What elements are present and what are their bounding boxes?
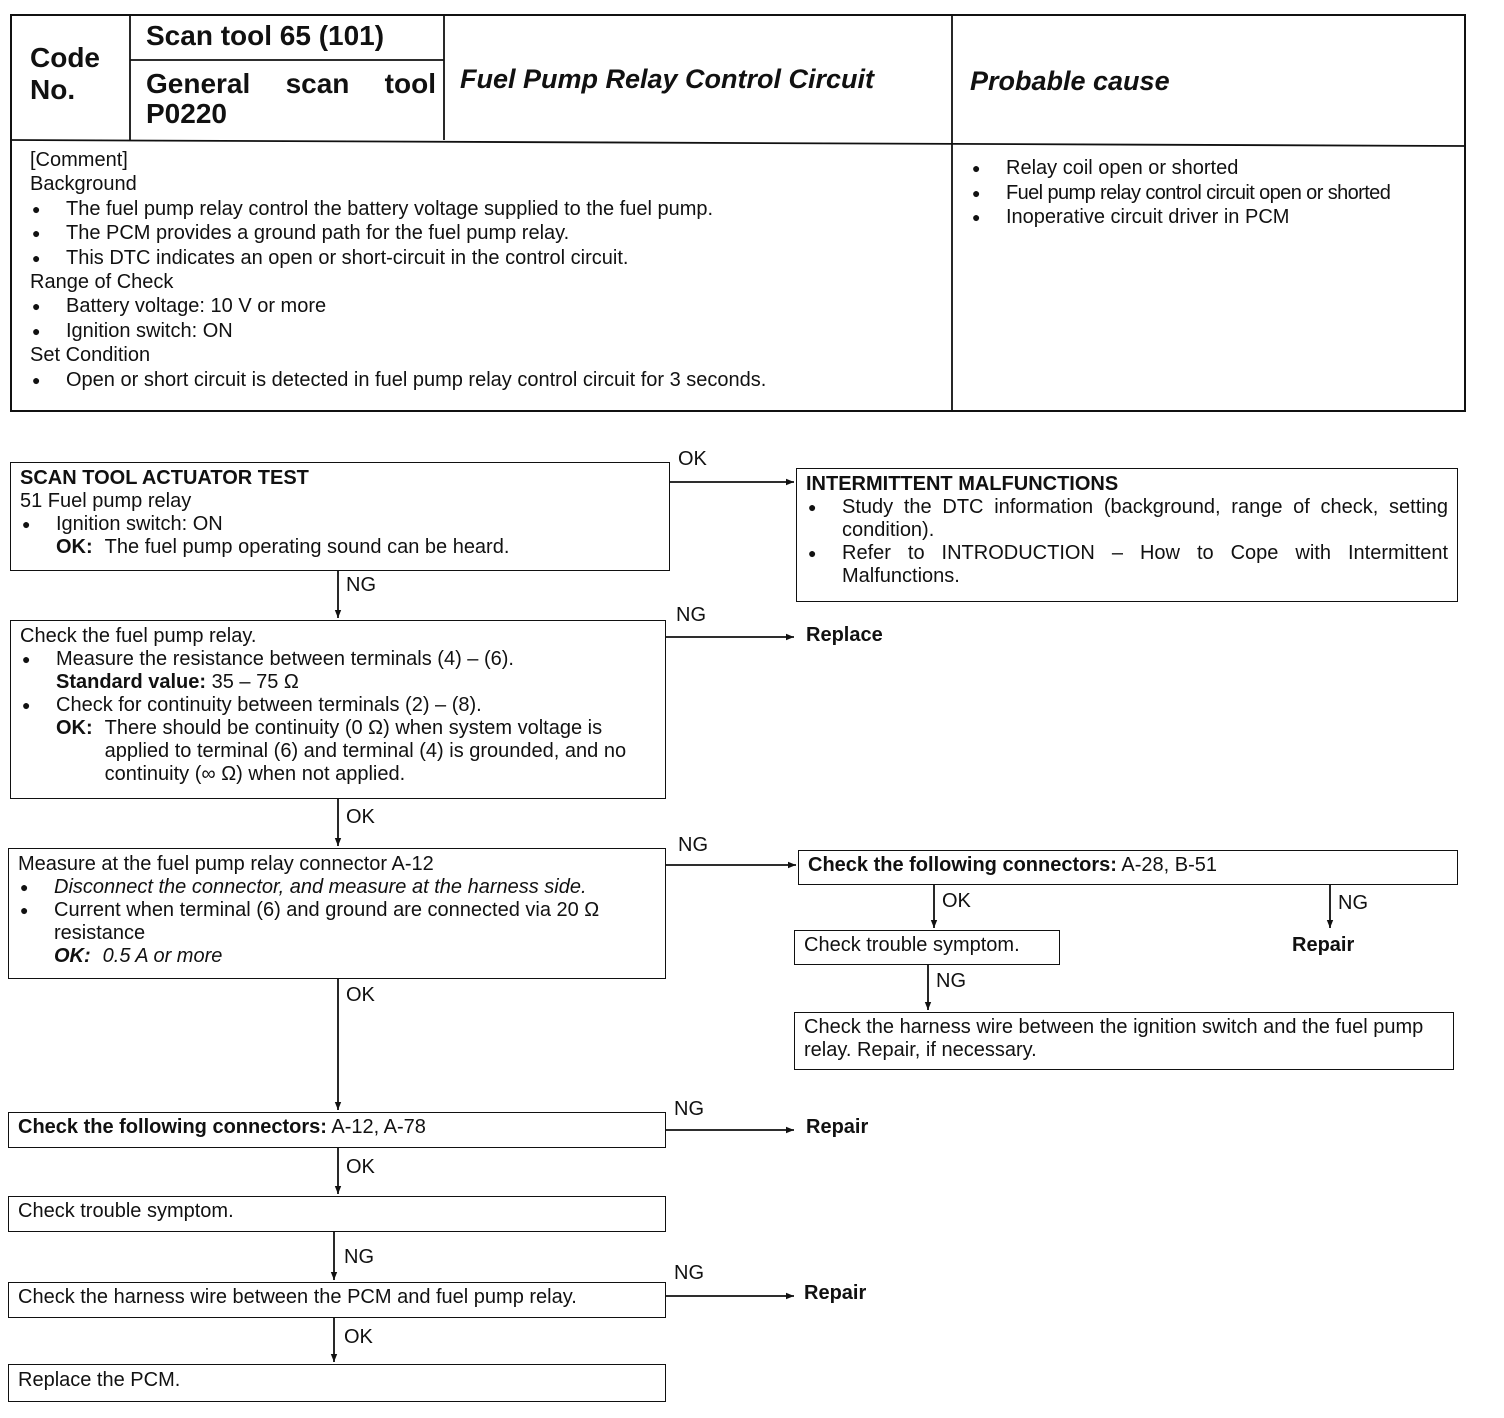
p-code: P0220 <box>146 98 227 129</box>
probable-cause-label: Probable cause <box>970 66 1170 96</box>
ok-key: OK: <box>56 717 93 739</box>
ok-label: OK <box>346 806 375 828</box>
connectors-label: Check the following connectors: <box>18 1116 327 1138</box>
scan-tool-code: Scan tool 65 (101) <box>146 20 385 51</box>
connectors-check-box-2 <box>8 1112 666 1148</box>
connectors-label: Check the following connectors: <box>808 854 1117 876</box>
scan-tool-actuator-test-box <box>10 462 670 571</box>
connectors-check-box-1 <box>798 850 1458 885</box>
ok-label: OK <box>942 890 971 912</box>
fuel-pump-relay-check-box <box>10 620 666 799</box>
step3-title: Measure at the fuel pump relay connector A-12 <box>18 853 434 875</box>
ng-label: NG <box>678 834 708 856</box>
ok-key: OK: <box>54 945 91 967</box>
trouble-symptom-box-1: Check trouble symptom. <box>794 930 1060 965</box>
step2-title: Check the fuel pump relay. <box>20 625 257 647</box>
ng-label: NG <box>1338 892 1368 914</box>
background-item: ● This DTC indicates an open or short-circuit in the control circuit. <box>30 246 950 270</box>
step2-standard <box>20 671 656 694</box>
ok-text: 0.5 A or more <box>102 945 223 967</box>
probable-cause-item: ● Fuel pump relay control circuit open or shorted <box>970 181 1460 206</box>
range-item: ● Battery voltage: 10 V or more <box>30 294 950 318</box>
step2-bullet: ● Measure the resistance between terminals (4) – (6). <box>20 648 656 671</box>
repair-result: Repair <box>1292 934 1355 956</box>
set-condition-label: Set Condition <box>30 344 151 367</box>
step1-title: SCAN TOOL ACTUATOR TEST <box>20 467 309 489</box>
intermittent-malfunctions-box <box>796 468 1458 602</box>
general-scan-tool-label: General scan tool <box>146 68 436 99</box>
replace-pcm-box: Replace the PCM. <box>8 1364 666 1402</box>
ng-label: NG <box>674 1098 704 1120</box>
ok-label: OK <box>344 1326 373 1348</box>
step3-ok <box>18 945 656 968</box>
header-divider <box>10 140 1466 146</box>
step3-bullet: ● Current when terminal (6) and ground are connected via 20 Ω resistance <box>18 899 656 945</box>
step2-bullet: ● Check for continuity between terminals (2) – (8). <box>20 694 656 717</box>
ng-label: NG <box>344 1246 374 1268</box>
ok-text: The fuel pump operating sound can be heard. <box>104 536 510 558</box>
ng-label: NG <box>676 604 706 626</box>
intermittent-title: INTERMITTENT MALFUNCTIONS <box>806 473 1119 495</box>
ok-label: OK <box>346 1156 375 1178</box>
repair-result: Repair <box>806 1116 869 1138</box>
ok-text: There should be continuity (0 Ω) when system voltage is applied to terminal (6) and terminal (4) is grounded, and no continuity (∞ Ω) when not applied. <box>104 717 627 785</box>
background-item: ● The PCM provides a ground path for the fuel pump relay. <box>30 221 950 245</box>
step1-bullet: ● Ignition switch: ON <box>20 513 660 536</box>
set-condition-item: ● Open or short circuit is detected in fuel pump relay control circuit for 3 seconds. <box>30 368 950 392</box>
background-label: Background <box>30 173 137 196</box>
harness-check-box-2: Check the harness wire between the PCM and fuel pump relay. <box>8 1282 666 1318</box>
ok-label: OK <box>346 984 375 1006</box>
probable-cause-item: ● Relay coil open or shorted <box>970 156 1460 181</box>
range-label: Range of Check <box>30 271 174 294</box>
repair-result: Repair <box>804 1282 867 1304</box>
step1-ok <box>20 536 660 559</box>
ok-key: OK: <box>56 536 93 558</box>
intermittent-item: ● Refer to INTRODUCTION – How to Cope with Intermittent Malfunctions. <box>806 542 1448 588</box>
ng-label: NG <box>674 1262 704 1284</box>
connectors-value: A-12, A-78 <box>331 1116 426 1138</box>
page-title: Fuel Pump Relay Control Circuit <box>460 64 875 94</box>
step3-bullet: ● Disconnect the connector, and measure at the harness side. <box>18 876 656 899</box>
relay-connector-measure-box <box>8 848 666 979</box>
background-item: ● The fuel pump relay control the battery voltage supplied to the fuel pump. <box>30 197 950 221</box>
code-no-label: Code No. <box>30 42 100 105</box>
comment-label: [Comment] <box>30 149 128 171</box>
replace-result: Replace <box>806 624 883 646</box>
step1-line: 51 Fuel pump relay <box>20 490 192 512</box>
intermittent-item: ● Study the DTC information (background, range of check, setting condition). <box>806 496 1448 542</box>
range-item: ● Ignition switch: ON <box>30 319 950 343</box>
trouble-symptom-box-2: Check trouble symptom. <box>8 1196 666 1232</box>
harness-check-box-1: Check the harness wire between the ignition switch and the fuel pump relay. Repair, if necessary. <box>794 1012 1454 1070</box>
probable-cause-item: ● Inoperative circuit driver in PCM <box>970 205 1460 230</box>
standard-key: Standard value: <box>56 671 207 693</box>
ng-label: NG <box>936 970 966 992</box>
standard-value: 35 – 75 Ω <box>211 671 299 693</box>
step2-ok <box>20 717 656 786</box>
ng-label: NG <box>346 574 376 596</box>
connectors-value: A-28, B-51 <box>1121 854 1217 876</box>
ok-label: OK <box>678 448 707 470</box>
